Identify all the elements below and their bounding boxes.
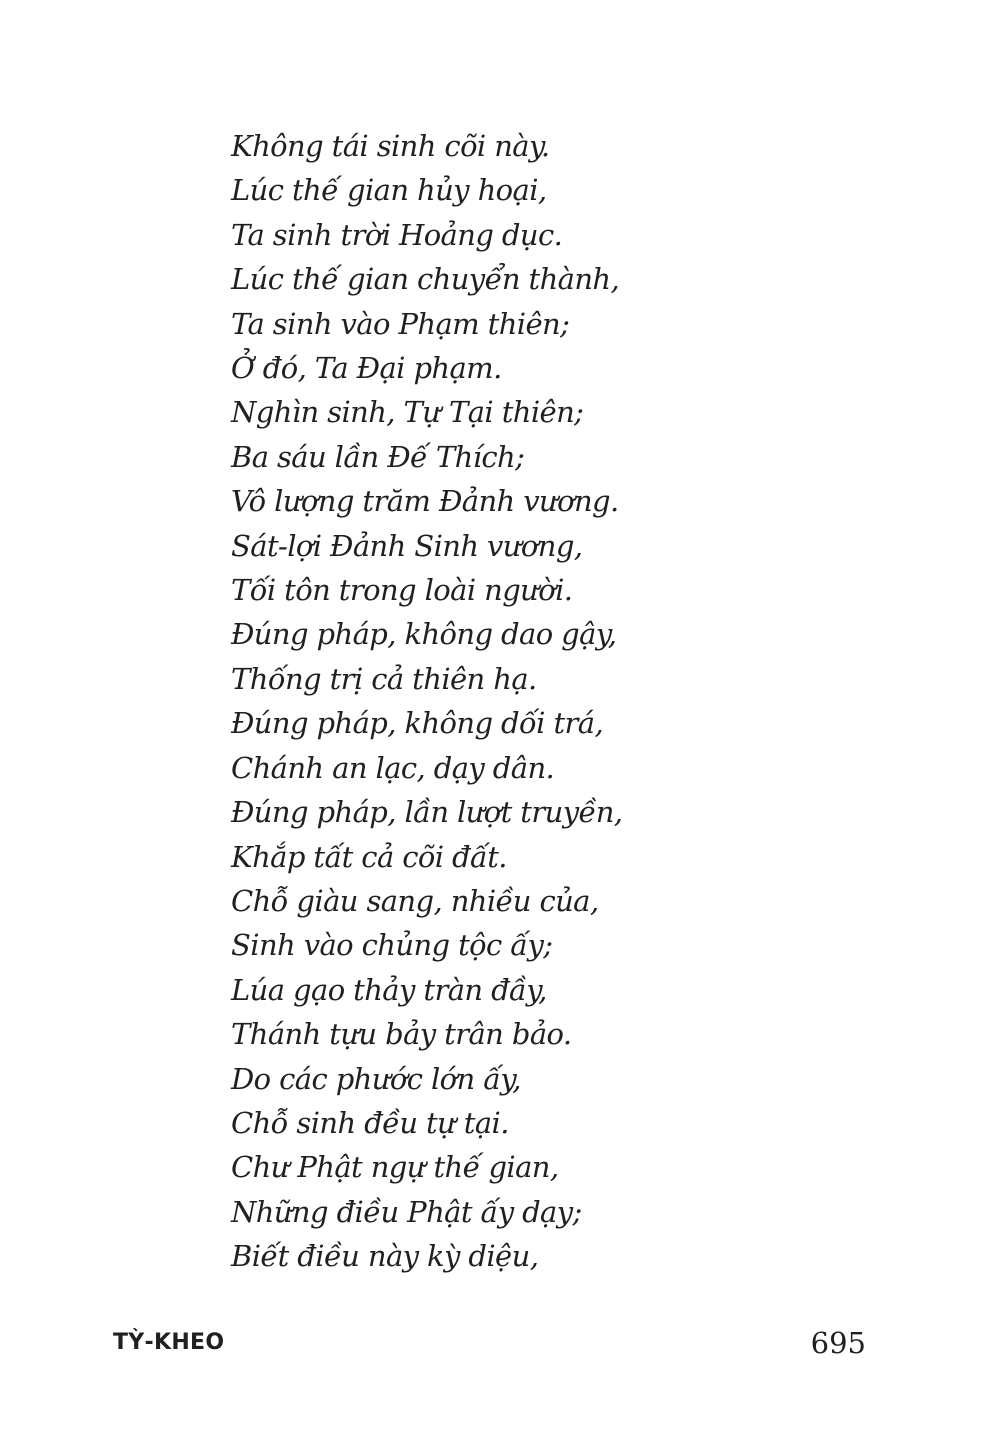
poem-line: Chỗ giàu sang, nhiều của, xyxy=(231,883,599,918)
poem-line: Sinh vào chủng tộc ấy; xyxy=(231,928,553,963)
poem-line: Ta sinh trời Hoảng dục. xyxy=(231,217,563,252)
poem-line: Lúc thế gian hủy hoại, xyxy=(231,173,547,208)
poem-line: Vô lượng trăm Đảnh vương. xyxy=(231,484,619,519)
poem-line: Ba sáu lần Đế Thích; xyxy=(231,439,525,474)
poem-line: Đúng pháp, lần lượt truyền, xyxy=(231,795,623,830)
poem-line: Sát-lợi Đảnh Sinh vương, xyxy=(231,528,583,563)
poem-line: Khắp tất cả cõi đất. xyxy=(231,839,507,874)
poem-line: Chư Phật ngự thế gian, xyxy=(231,1150,559,1185)
poem-verse xyxy=(231,124,622,1279)
poem-line: Do các phước lớn ấy, xyxy=(231,1061,521,1096)
poem-line: Tối tôn trong loài người. xyxy=(231,573,573,608)
poem-line: Chỗ sinh đều tự tại. xyxy=(231,1105,509,1140)
poem-line: Những điều Phật ấy dạy; xyxy=(231,1194,582,1229)
poem-line: Lúc thế gian chuyển thành, xyxy=(231,262,620,297)
page-number: 695 xyxy=(810,1326,866,1360)
poem-line: Thống trị cả thiên hạ. xyxy=(231,661,537,696)
poem-line: Không tái sinh cõi này. xyxy=(231,129,550,163)
poem-line: Ở đó, Ta Đại phạm. xyxy=(231,351,502,386)
poem-line: Biết điều này kỳ diệu, xyxy=(231,1239,539,1274)
poem-line: Chánh an lạc, dạy dân. xyxy=(231,750,555,785)
poem-line: Lúa gạo thảy tràn đầy, xyxy=(231,972,547,1007)
running-footer-section-title: TỲ-KHEO xyxy=(113,1330,225,1355)
poem-line: Thánh tựu bảy trân bảo. xyxy=(231,1017,572,1052)
poem-line: Đúng pháp, không dối trá, xyxy=(231,706,604,741)
poem-line: Ta sinh vào Phạm thiên; xyxy=(231,306,570,341)
poem-line: Đúng pháp, không dao gậy, xyxy=(231,617,617,652)
poem-line: Nghìn sinh, Tự Tại thiên; xyxy=(231,395,584,430)
